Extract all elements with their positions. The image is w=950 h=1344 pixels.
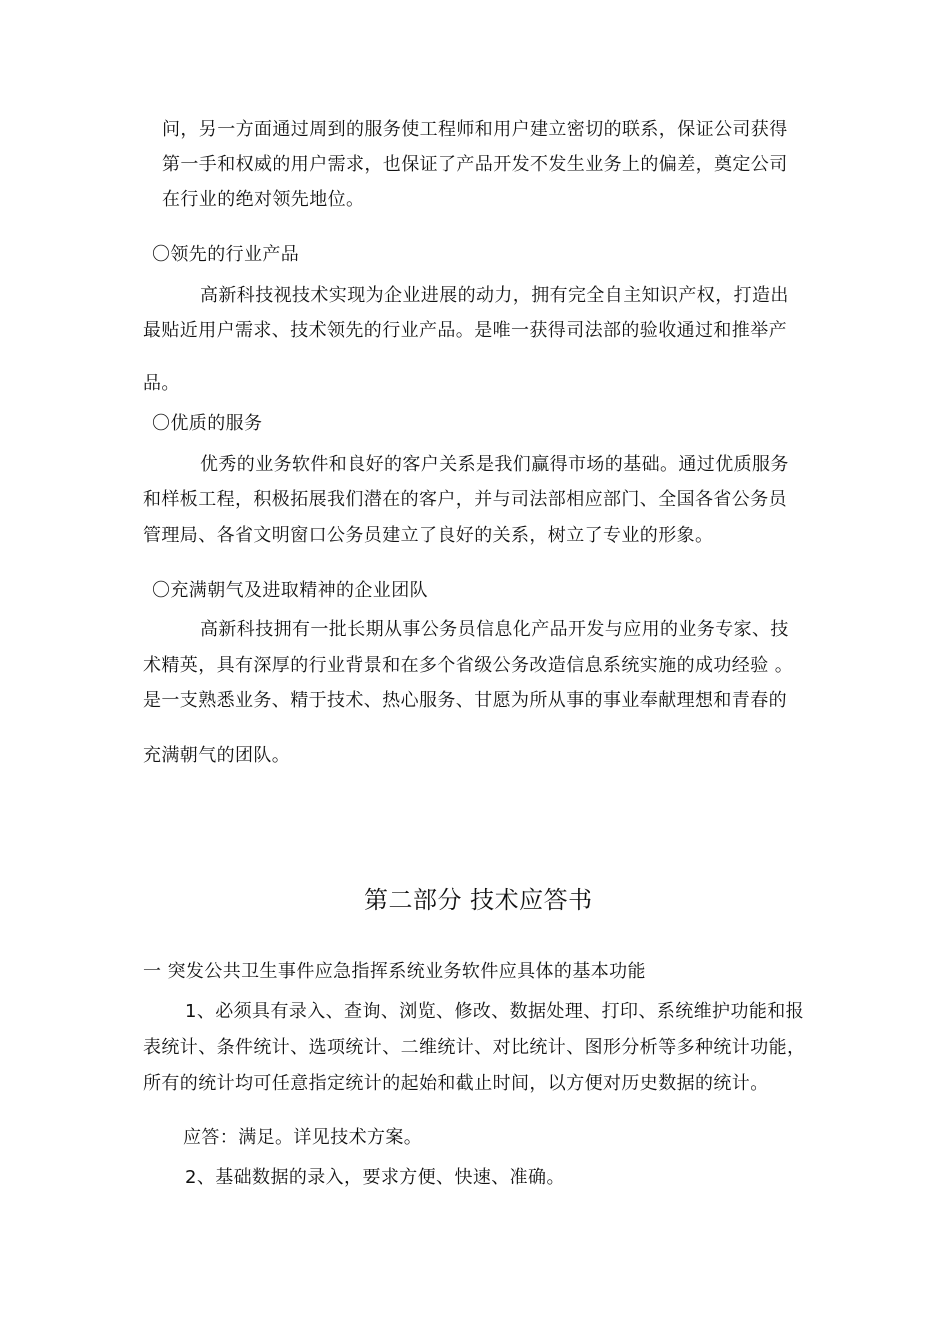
intro-line-1: 问，另一方面通过周到的服务使工程师和用户建立密切的联系，保证公司获得: [162, 119, 788, 140]
section-team-line-3: 是一支熟悉业务、精于技术、热心服务、甘愿为所从事的事业奉献理想和青春的: [143, 690, 787, 711]
section-team-line-1: 高新科技拥有一批长期从事公务员信息化产品开发与应用的业务专家、技: [200, 619, 789, 640]
section-service-line-1: 优秀的业务软件和良好的客户关系是我们赢得市场的基础。通过优质服务: [200, 454, 789, 475]
part-two-section-heading: 一 突发公共卫生事件应急指挥系统业务软件应具体的基本功能: [143, 961, 646, 982]
section-heading-products: 〇领先的行业产品: [152, 244, 300, 265]
section-heading-team: 〇充满朝气及进取精神的企业团队: [152, 580, 428, 601]
section-products-line-2: 最贴近用户需求、技术领先的行业产品。是唯一获得司法部的验收通过和推举产: [143, 320, 787, 341]
section-team-line-4: 充满朝气的团队。: [143, 745, 291, 766]
answer-1: 应答：满足。详见技术方案。: [183, 1127, 423, 1148]
intro-line-2: 第一手和权威的用户需求，也保证了产品开发不发生业务上的偏差，奠定公司: [162, 154, 788, 175]
section-service-line-3: 管理局、各省文明窗口公务员建立了良好的关系，树立了专业的形象。: [143, 525, 714, 546]
section-team-line-2: 术精英，具有深厚的行业背景和在多个省级公务改造信息系统实施的成功经验 。: [143, 655, 794, 676]
section-products-line-3: 品。: [143, 373, 180, 394]
section-heading-service: 〇优质的服务: [152, 413, 263, 434]
item1-line-3: 所有的统计均可任意指定统计的起始和截止时间，以方便对历史数据的统计。: [143, 1073, 769, 1094]
part-two-title: 第二部分 技术应答书: [364, 886, 593, 914]
item1-line-2: 表统计、条件统计、选项统计、二维统计、对比统计、图形分析等多种统计功能，: [143, 1037, 806, 1058]
intro-line-3: 在行业的绝对领先地位。: [162, 189, 365, 210]
item2-line: 2、基础数据的录入，要求方便、快速、准确。: [185, 1167, 565, 1188]
section-service-line-2: 和样板工程，积极拓展我们潜在的客户，并与司法部相应部门、全国各省公务员: [143, 489, 787, 510]
item1-line-1: 1、必须具有录入、查询、浏览、修改、数据处理、打印、系统维护功能和报: [185, 1001, 805, 1022]
section-products-line-1: 高新科技视技术实现为企业进展的动力，拥有完全自主知识产权，打造出: [200, 285, 789, 306]
